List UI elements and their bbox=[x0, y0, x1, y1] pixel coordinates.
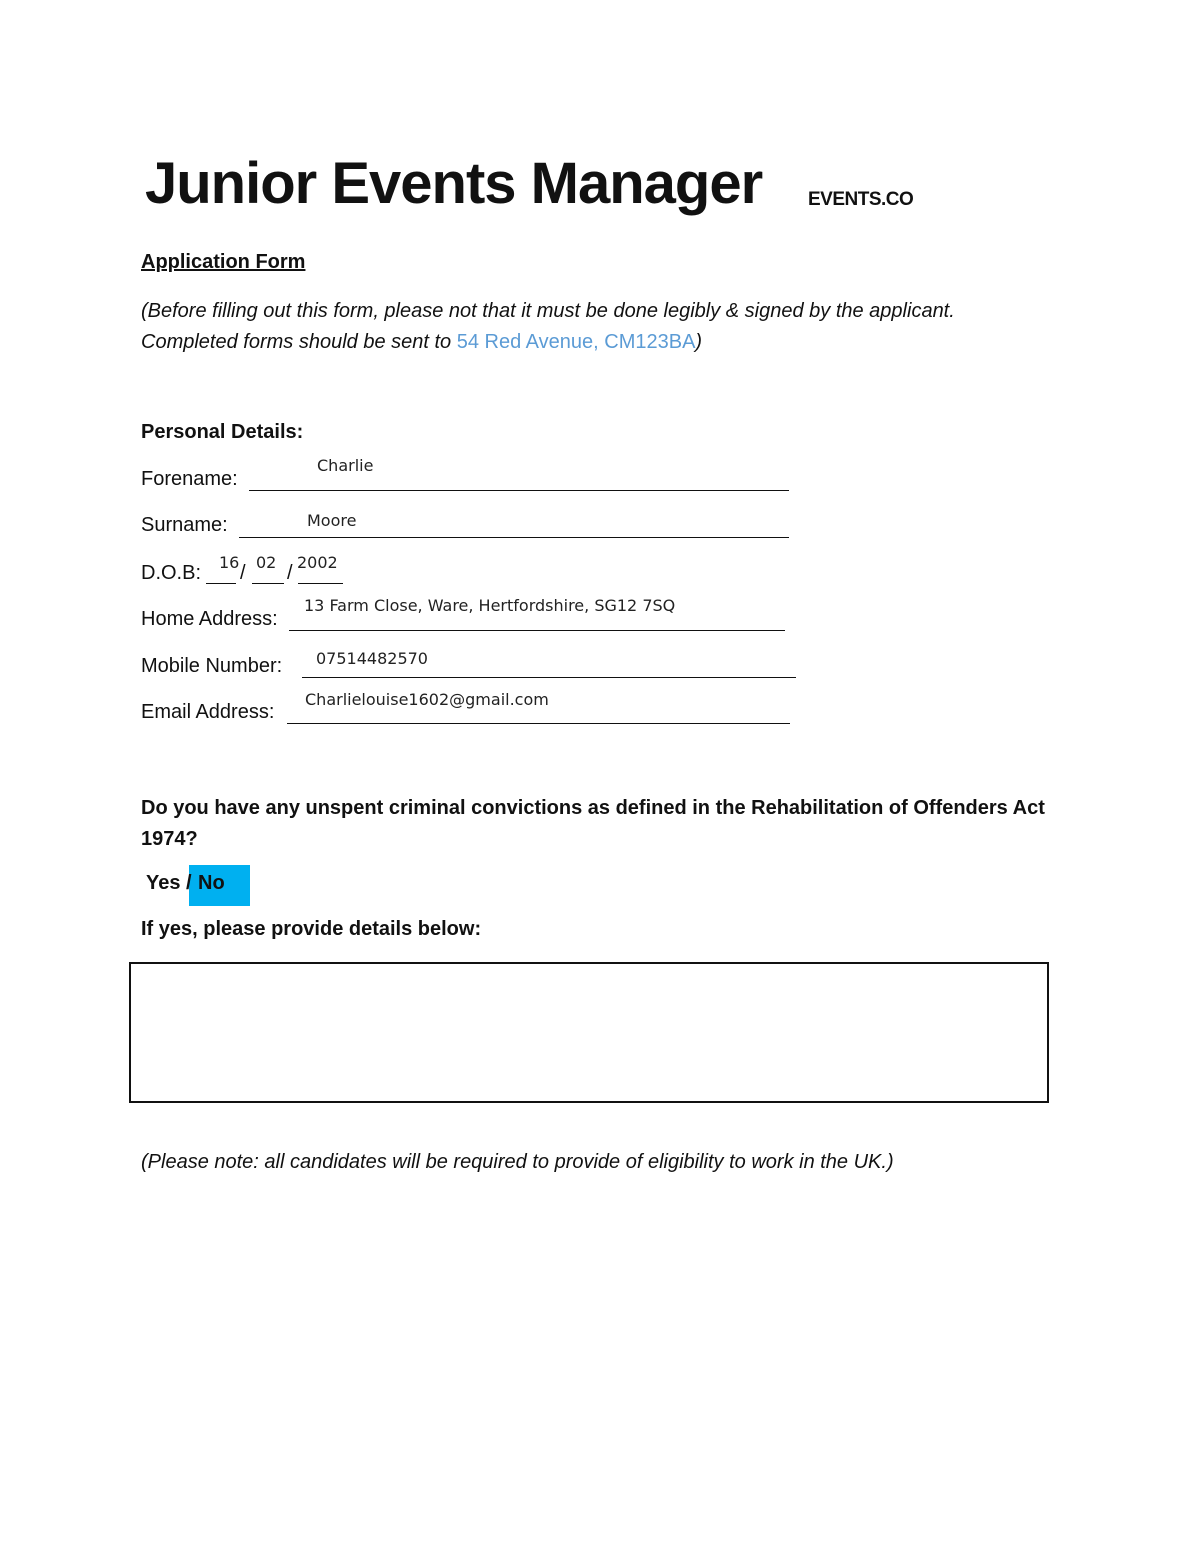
surname-field[interactable]: Moore bbox=[307, 511, 357, 530]
details-text-box[interactable] bbox=[129, 962, 1049, 1103]
convictions-question: Do you have any unspent criminal convictions as defined in the Rehabilitation of Offenders Act 1974? bbox=[141, 797, 1045, 850]
personal-details-heading: Personal Details: bbox=[141, 421, 304, 443]
mobile-number-line bbox=[302, 677, 796, 678]
no-option[interactable]: No bbox=[198, 872, 225, 894]
dob-day-field[interactable]: 16 bbox=[219, 553, 240, 572]
mobile-number-field[interactable]: 07514482570 bbox=[316, 649, 428, 668]
page-title: Junior Events Manager bbox=[145, 151, 763, 216]
dob-label: D.O.B: bbox=[141, 562, 202, 584]
yes-option[interactable]: Yes / bbox=[146, 872, 192, 894]
surname-line bbox=[239, 537, 789, 538]
dob-year-line bbox=[298, 583, 343, 584]
form-instructions bbox=[141, 296, 955, 358]
mobile-number-label: Mobile Number: bbox=[141, 655, 283, 677]
dob-separator-2: / bbox=[287, 562, 293, 584]
dob-year-field[interactable]: 2002 bbox=[297, 553, 338, 572]
details-prompt: If yes, please provide details below: bbox=[141, 918, 482, 940]
form-subheading: Application Form bbox=[141, 251, 306, 273]
forename-label: Forename: bbox=[141, 468, 238, 490]
home-address-field[interactable]: 13 Farm Close, Ware, Hertfordshire, SG12 7SQ bbox=[304, 596, 676, 615]
surname-label: Surname: bbox=[141, 514, 228, 536]
dob-day-line bbox=[206, 583, 236, 584]
dob-separator-1: / bbox=[240, 562, 246, 584]
brand-name: EVENTS.CO bbox=[808, 189, 914, 210]
dob-month-line bbox=[252, 583, 284, 584]
return-address: 54 Red Avenue, CM123BA bbox=[456, 331, 696, 353]
home-address-label: Home Address: bbox=[141, 608, 278, 630]
home-address-line bbox=[289, 630, 785, 631]
email-address-label: Email Address: bbox=[141, 701, 275, 723]
instructions-line-1: (Before filling out this form, please not that it must be done legibly & signed by the applicant. bbox=[141, 300, 955, 322]
email-address-field[interactable]: Charlielouise1602@gmail.com bbox=[305, 690, 549, 709]
email-address-line bbox=[287, 723, 790, 724]
forename-field[interactable]: Charlie bbox=[317, 456, 374, 475]
instructions-suffix: ) bbox=[695, 331, 703, 353]
forename-line bbox=[249, 490, 789, 491]
instructions-line-2 bbox=[141, 327, 955, 358]
instructions-prefix: Completed forms should be sent to bbox=[141, 331, 457, 353]
dob-month-field[interactable]: 02 bbox=[256, 553, 277, 572]
eligibility-note: (Please note: all candidates will be required to provide of eligibility to work in the UK.) bbox=[141, 1151, 894, 1173]
